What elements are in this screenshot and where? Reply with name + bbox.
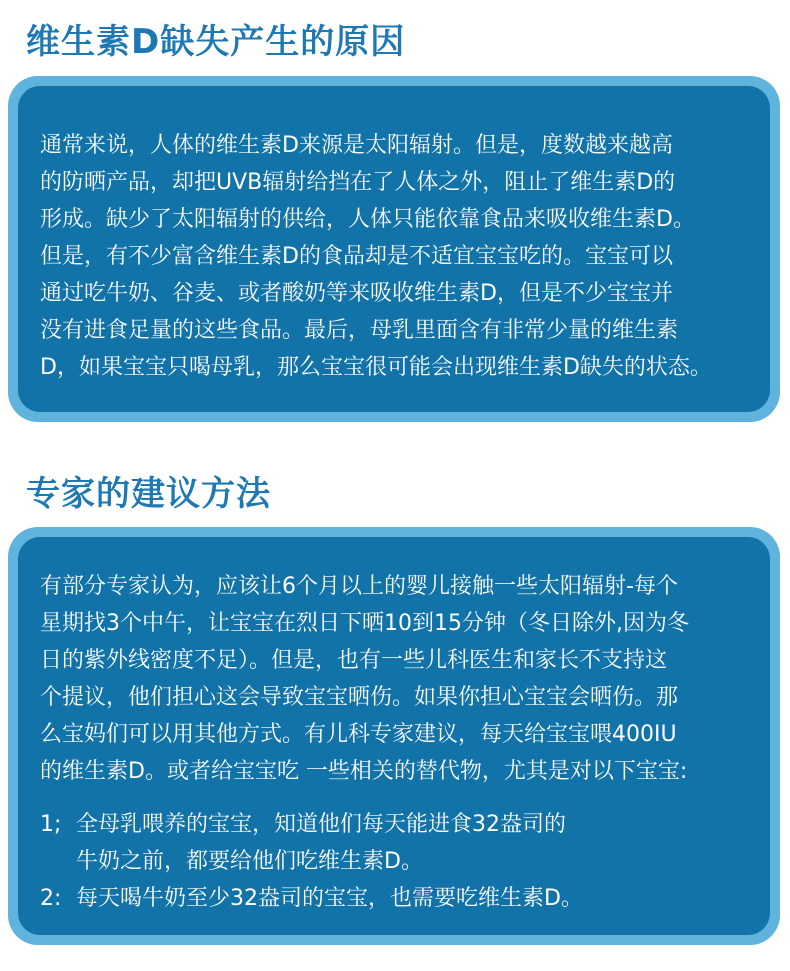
section-title-vitamin-d-deficiency-causes: 维生素D缺失产生的原因 [26, 22, 406, 62]
advice-paragraph: 有部分专家认为，应该让6个月以上的婴儿接触一些太阳辐射-每个 星期找3个中午，让宝宝在烈日下晒10到15分钟（冬日除外,因为冬 日的紫外线密度不足）。但是，也有一些儿科医生和家长不支持这 个提议，他们担心这会导致宝宝晒伤。如果你担心宝宝会晒伤。那 么宝妈们可以用其他方式。有儿科专家建议，每天给宝宝喂400IU 的维生素D。或者给宝宝吃 一些相关的替代物，尤其是对以下宝宝: [40, 574, 689, 784]
list-item-number: 2: [40, 886, 62, 911]
list-item-text: 全母乳喂养的宝宝，知道他们每天能进食32盎司的 牛奶之前，都要给他们吃维生素D。 [76, 812, 566, 874]
list-item-text: 每天喝牛奶至少32盎司的宝宝，也需要吃维生素D。 [76, 886, 583, 911]
list-item [40, 806, 762, 880]
causes-card [8, 76, 780, 422]
list-item [40, 880, 762, 917]
advice-card [8, 527, 780, 945]
list-item-number: 1; [40, 812, 62, 837]
section-title-expert-advice: 专家的建议方法 [26, 474, 271, 514]
causes-paragraph: 通常来说，人体的维生素D来源是太阳辐射。但是，度数越来越高 的防晒产品，却把UVB辐射给挡在了人体之外，阻止了维生素D的 形成。缺少了太阳辐射的供给，人体只能依靠食品来吸收维生素D。 但是，有不少富含维生素D的食品却是不适宜宝宝吃的。宝宝可以 通过吃牛奶、谷麦、或者酸奶等来吸收维生素D，但是不少宝宝并 没有进食足量的这些食品。最后，母乳里面含有非常少量的维生素 D，如果宝宝只喝母乳，那么宝宝很可能会出现维生素D缺失的状态。 [40, 133, 712, 380]
advice-card-content [18, 537, 770, 935]
causes-card-content [18, 86, 770, 412]
advice-list [40, 806, 762, 917]
